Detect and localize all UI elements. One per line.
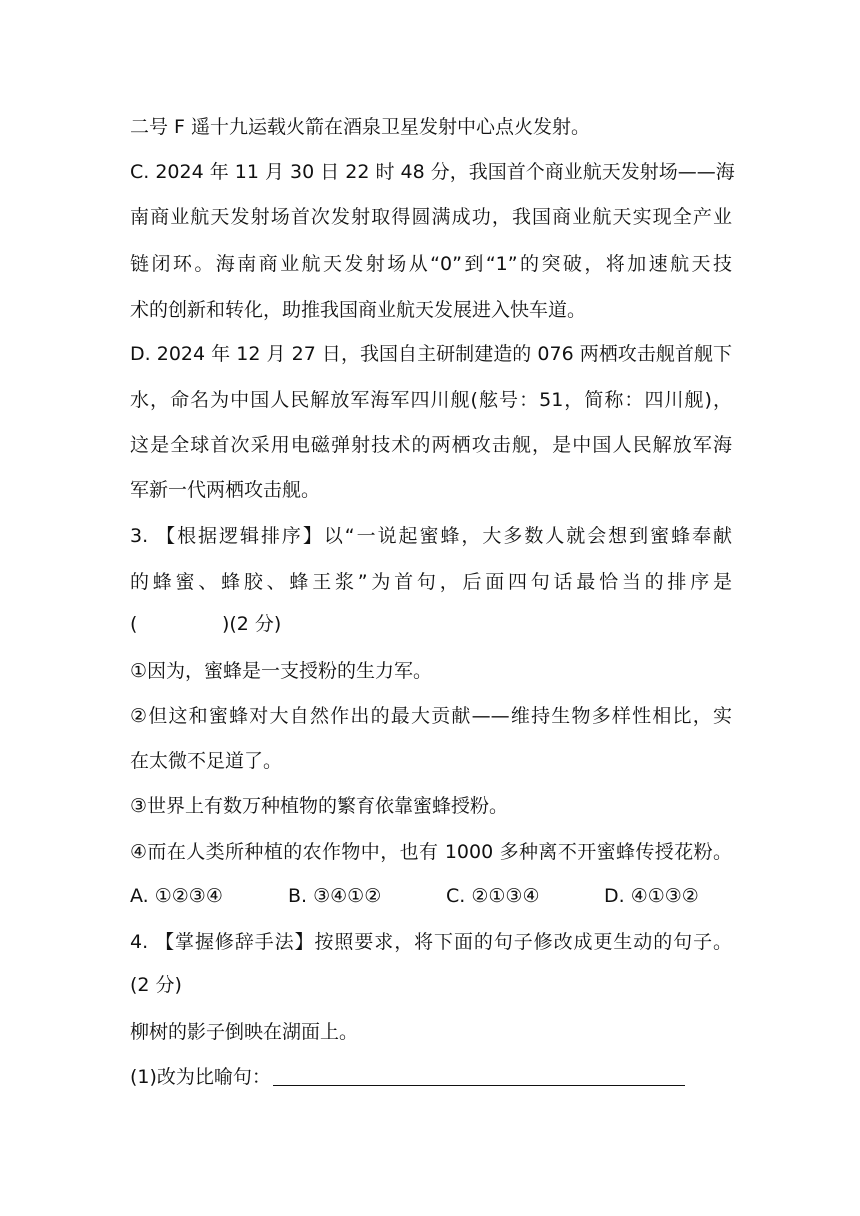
score-line: (2 分) <box>130 974 182 996</box>
text-line: 链闭环。海南商业航天发射场从“0”到“1”的突破，将加速航天技 <box>130 253 732 275</box>
option-a: A. ①②③④ <box>130 885 223 907</box>
text-line: 军新一代两栖攻击舰。 <box>130 479 321 501</box>
option-d-line: D. 2024 年 12 月 27 日，我国自主研制建造的 076 两栖攻击舰首舰下 <box>130 343 732 365</box>
sentence-1: ①因为，蜜蜂是一支授粉的生力军。 <box>130 660 433 682</box>
text-line: 这是全球首次采用电磁弹射技术的两栖攻击舰，是中国人民解放军海 <box>130 434 732 456</box>
metaphor-prompt: (1)改为比喻句： <box>130 1066 271 1088</box>
text-line: 二号 F 遥十九运载火箭在酒泉卫星发射中心点火发射。 <box>130 116 591 138</box>
option-c: C. ②①③④ <box>446 885 540 907</box>
given-sentence: 柳树的影子倒映在湖面上。 <box>130 1021 359 1043</box>
text-line: 的蜂蜜、蜂胶、蜂王浆”为首句，后面四句话最恰当的排序是 <box>130 571 732 593</box>
question-4-title: 4. 【掌握修辞手法】按照要求，将下面的句子修改成更生动的句子。 <box>130 931 732 953</box>
text-line: 水，命名为中国人民解放军海军四川舰(舷号：51，简称：四川舰)， <box>130 389 732 411</box>
option-c-line: C. 2024 年 11 月 30 日 22 时 48 分，我国首个商业航天发射场——海 <box>130 161 735 183</box>
sentence-4: ④而在人类所种植的农作物中，也有 1000 多种离不开蜜蜂传授花粉。 <box>130 841 732 863</box>
option-d: D. ④①③② <box>604 885 699 907</box>
answer-bracket: ( )(2 分) <box>130 613 282 635</box>
text-line: 南商业航天发射场首次发射取得圆满成功，我国商业航天实现全产业 <box>130 206 732 228</box>
metaphor-prompt-line <box>130 1061 732 1093</box>
text-line: 在太微不足道了。 <box>130 750 283 772</box>
sentence-3: ③世界上有数万种植物的繁育依靠蜜蜂授粉。 <box>130 795 509 817</box>
text-line: 术的创新和转化，助推我国商业航天发展进入快车道。 <box>130 299 587 321</box>
option-b: B. ③④①② <box>288 885 382 907</box>
answer-options <box>130 880 732 912</box>
answer-blank[interactable] <box>273 1063 685 1086</box>
sentence-2: ②但这和蜜蜂对大自然作出的最大贡献——维持生物多样性相比，实 <box>130 705 732 727</box>
question-3-title: 3. 【根据逻辑排序】以“一说起蜜蜂，大多数人就会想到蜜蜂奉献 <box>130 525 732 547</box>
